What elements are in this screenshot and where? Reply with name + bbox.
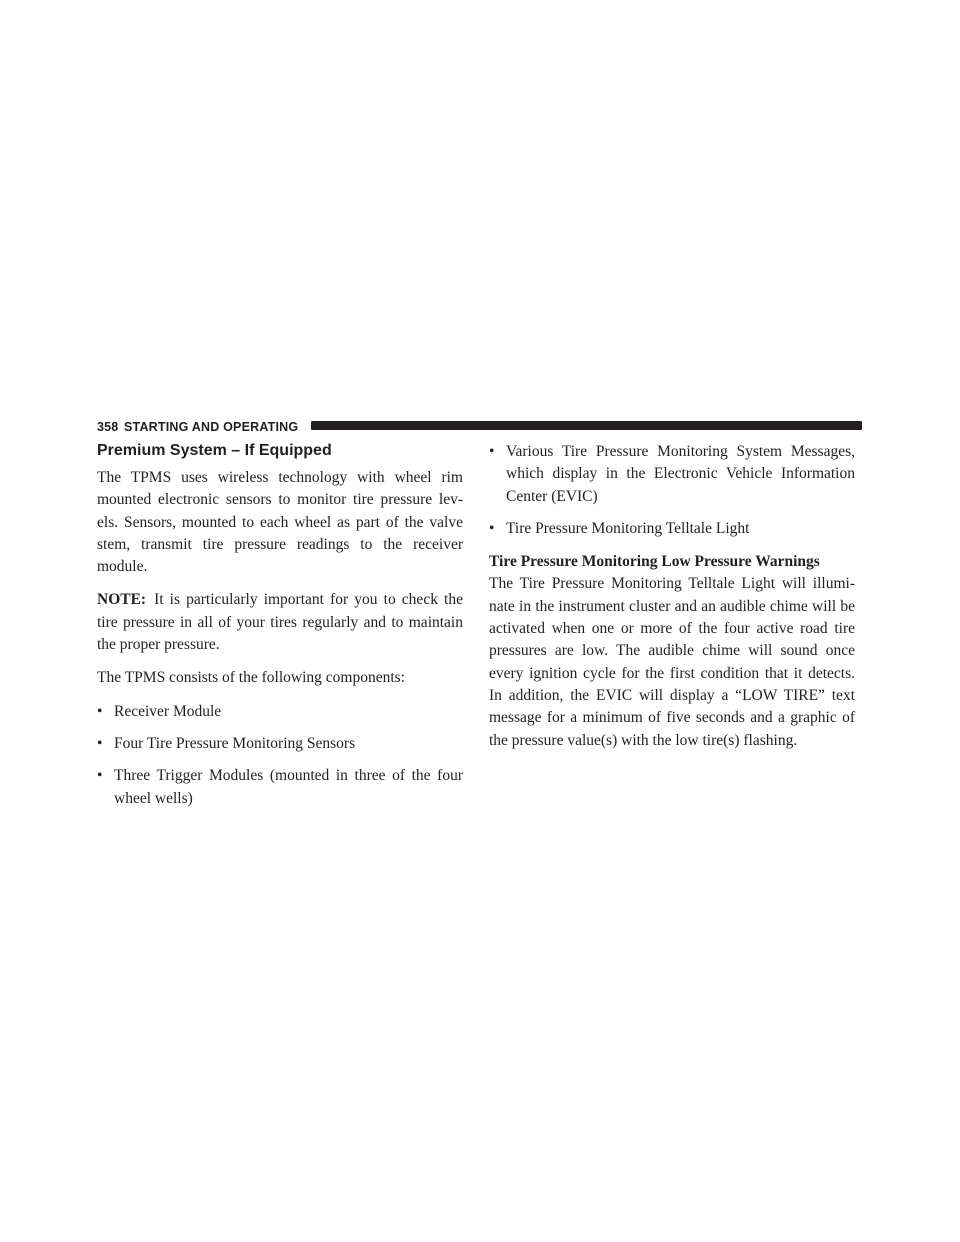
list-item-text: Tire Pressure Monitoring Telltale Light [506,519,750,537]
components-list-continued [489,441,855,540]
intro-paragraph: The TPMS uses wireless technology with wheel rim mounted electronic sensors to monitor tire pressure lev-els. Sensors, mounted to each wheel as part of the valve stem, transmit tire pressure readings to the receiver module. [97,469,463,576]
bullet-icon: • [97,702,103,720]
note-label: NOTE: [97,591,147,609]
header-rule [311,421,862,430]
list-item-text: Various Tire Pressure Monitoring System Messages, which display in the Electronic Vehicle Information Center (EVIC) [506,443,855,505]
bullet-icon: • [97,734,103,752]
subsection-heading: Tire Pressure Monitoring Low Pressure Warnings [489,553,820,571]
components-list [97,701,463,810]
bullet-icon: • [97,767,103,785]
note-text: It is particularly important for you to check the tire pressure in all of your tires regularly and to maintain the proper pressure. [97,591,463,654]
warning-paragraph: The Tire Pressure Monitoring Telltale Light will illumi-nate in the instrument cluster and an audible chime will be activated when one or more of the four active road tire pressures are low. The audible chime will sound once every ignition cycle for the first condition that it detects. In addition, the EVIC will display a “LOW TIRE” text message for a minimum of five seconds and a graphic of the pressure value(s) with the low tire(s) flashing. [489,575,855,749]
section-heading: Premium System – If Equipped [97,442,332,459]
list-item [97,733,463,755]
list-item [97,701,463,723]
right-column [489,441,855,752]
list-item-text: Four Tire Pressure Monitoring Sensors [114,734,356,752]
section-title: STARTING AND OPERATING [124,420,299,434]
note-paragraph [97,589,463,656]
list-item [489,441,855,508]
components-intro: The TPMS consists of the following components: [97,669,405,687]
list-item [489,518,855,540]
list-item [97,765,463,810]
bullet-icon: • [489,443,495,460]
bullet-icon: • [489,519,495,537]
list-item-text: Three Trigger Modules (mounted in three of the four wheel wells) [114,767,463,807]
left-column [97,441,463,820]
list-item-text: Receiver Module [114,702,222,720]
page-header [97,418,862,436]
page-number: 358 [97,420,119,434]
